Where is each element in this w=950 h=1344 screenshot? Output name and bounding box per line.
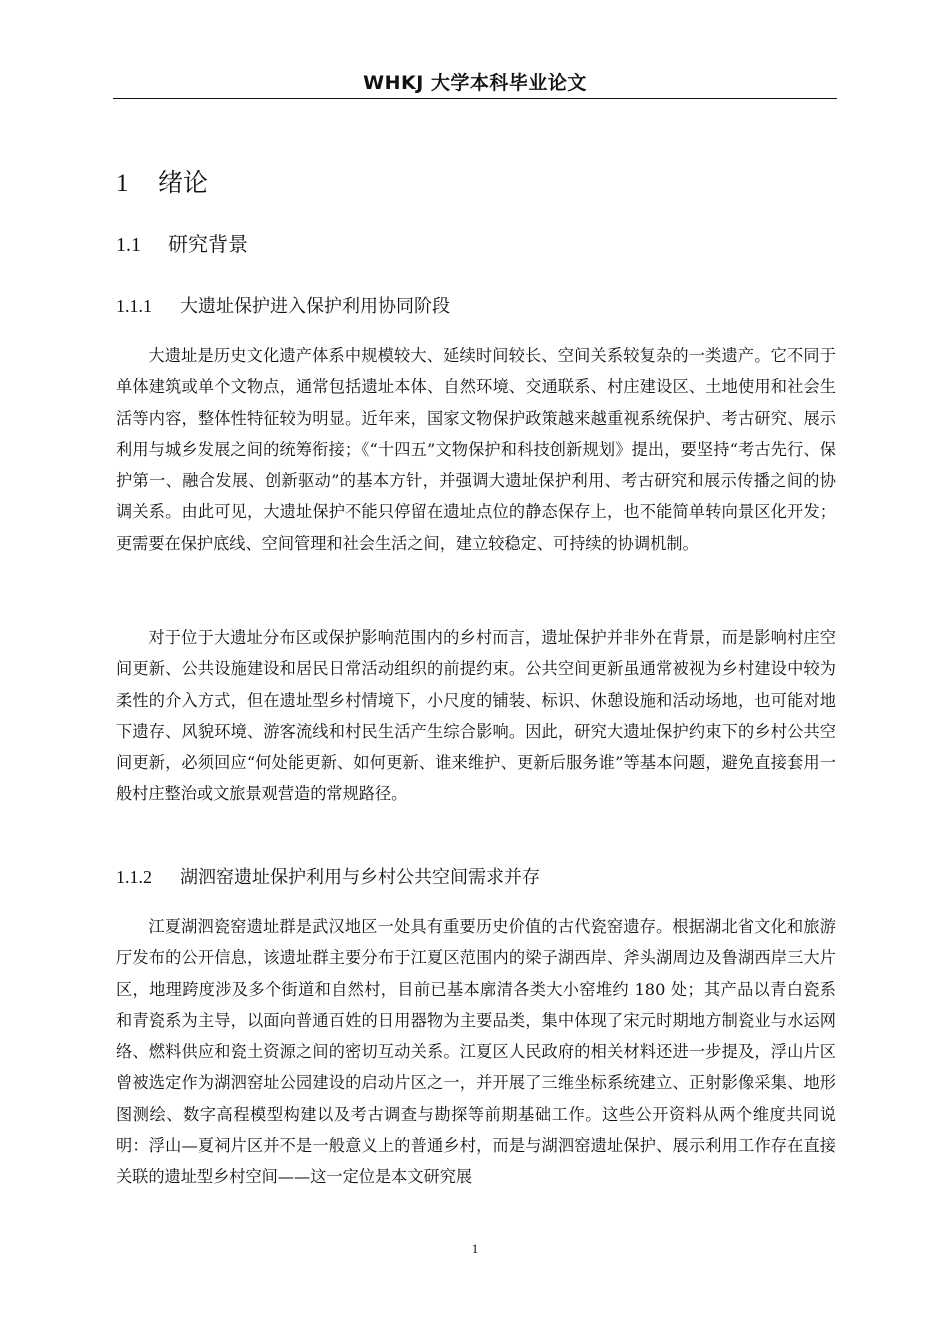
body-paragraph: 大遗址是历史文化遗产体系中规模较大、延续时间较长、空间关系较复杂的一类遗产。它不同于单体建筑或单个文物点，通常包括遗址本体、自然环境、交通联系、村庄建设区、土地使用和社会生活等内容，整体性特征较为明显。近年来，国家文物保护政策越来越重视系统保护、考古研究、展示利用与城乡发展之间的统筹衔接；《“十四五”文物保护和科技创新规划》提出，要坚持“考古先行、保护第一、融合发展、创新驱动”的基本方针，并强调大遗址保护利用、考古研究和展示传播之间的协调关系。由此可见，大遗址保护不能只停留在遗址点位的静态保存上，也不能简单转向景区化开发；更需要在保护底线、空间管理和社会生活之间，建立较稳定、可持续的协调机制。 — [116, 346, 836, 553]
section-number: 1.1 — [116, 234, 141, 256]
chapter-title: 绪论 — [158, 168, 209, 197]
section-title: 研究背景 — [168, 232, 248, 256]
running-header: WHKJ 大学本科毕业论文 — [363, 72, 587, 94]
subsection-number: 1.1.2 — [116, 867, 152, 887]
page-number: 1 — [471, 1241, 479, 1256]
subsection-title: 湖泗窑遗址保护利用与乡村公共空间需求并存 — [180, 867, 540, 888]
section-heading — [116, 229, 248, 260]
subsection-number: 1.1.1 — [116, 296, 152, 316]
chapter-heading — [116, 166, 208, 201]
header-rule — [113, 98, 837, 99]
subsection-heading-2 — [116, 863, 540, 892]
subsection-title: 大遗址保护进入保护利用协同阶段 — [180, 296, 450, 317]
body-paragraph: 对于位于大遗址分布区或保护影响范围内的乡村而言，遗址保护并非外在背景，而是影响村庄空间更新、公共设施建设和居民日常活动组织的前提约束。公共空间更新虽通常被视为乡村建设中较为柔性的介入方式，但在遗址型乡村情境下，小尺度的铺装、标识、休憩设施和活动场地，也可能对地下遗存、风貌环境、游客流线和村民生活产生综合影响。因此，研究大遗址保护约束下的乡村公共空间更新，必须回应“何处能更新、如何更新、谁来维护、更新后服务谁”等基本问题，避免直接套用一般村庄整治或文旅景观营造的常规路径。 — [116, 628, 836, 804]
subsection-heading-1 — [116, 292, 450, 321]
chapter-number: 1 — [116, 170, 129, 197]
body-paragraph: 江夏湖泗瓷窑遗址群是武汉地区一处具有重要历史价值的古代瓷窑遗存。根据湖北省文化和旅游厅发布的公开信息，该遗址群主要分布于江夏区范围内的梁子湖西岸、斧头湖周边及鲁湖西岸三大片区，地理跨度涉及多个街道和自然村，目前已基本廓清各类大小窑堆约 180 处；其产品以青白瓷系和青瓷系为主导，以面向普通百姓的日用器物为主要品类，集中体现了宋元时期地方制瓷业与水运网络、燃料供应和瓷土资源之间的密切互动关系。江夏区人民政府的相关材料还进一步提及，浮山片区曾被选定作为湖泗窑址公园建设的启动片区之一，并开展了三维坐标系统建立、正射影像采集、地形图测绘、数字高程模型构建以及考古调查与勘探等前期基础工作。这些公开资料从两个维度共同说明：浮山—夏祠片区并不是一般意义上的普通乡村，而是与湖泗窑遗址保护、展示利用工作存在直接关联的遗址型乡村空间——这一定位是本文研究展 — [116, 917, 836, 1187]
